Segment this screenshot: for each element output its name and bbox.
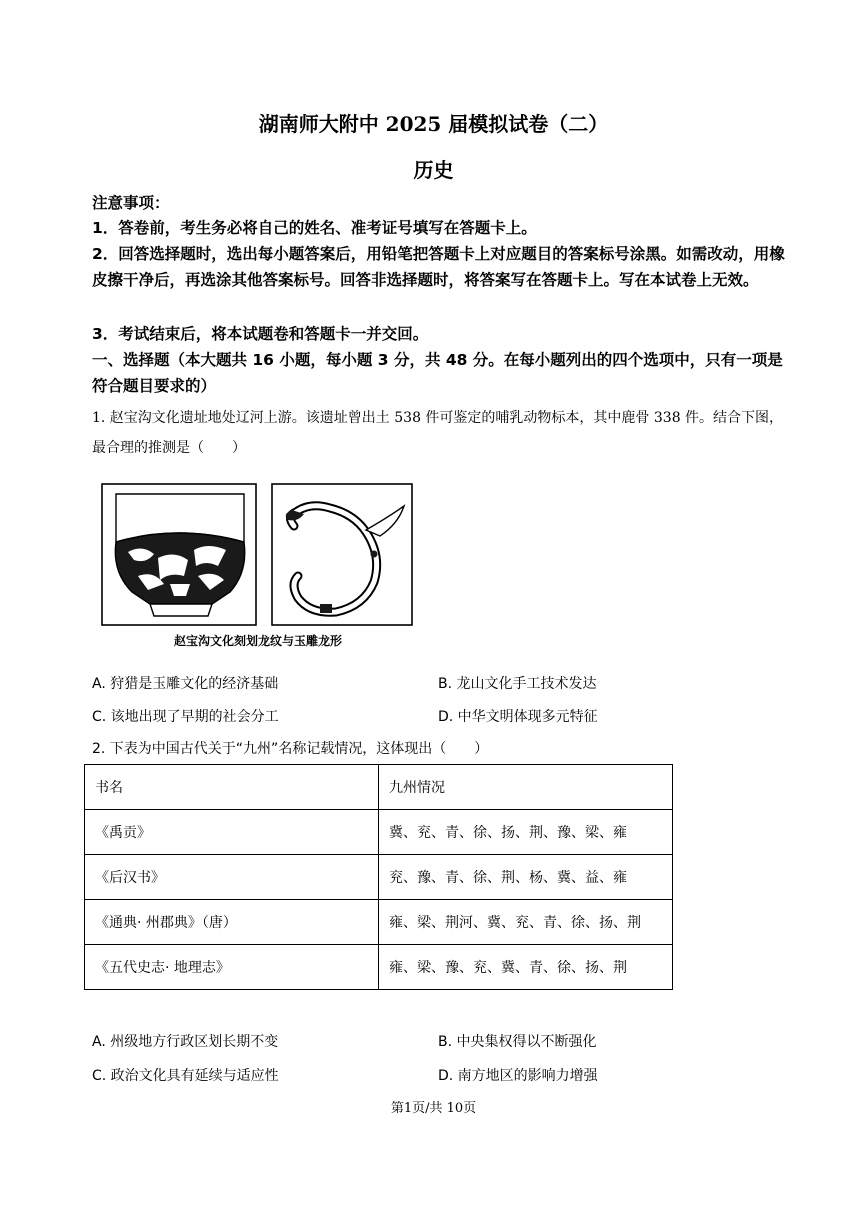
table-cell-jiuzhou: 雍、梁、荆河、冀、兖、青、徐、扬、荆 [379,900,673,945]
notice-item-2: 2．回答选择题时，选出每小题答案后，用铅笔把答题卡上对应题目的答案标号涂黑。如需改动，用橡皮擦干净后，再选涂其他答案标号。回答非选择题时，将答案写在答题卡上。写在本试卷上无效。 [92,245,785,289]
table-cell-book: 《禹贡》 [85,810,379,855]
notice-heading: 注意事项： [92,194,170,212]
table-row [85,810,673,855]
question-1-stem: 1. 赵宝沟文化遗址地处辽河上游。该遗址曾出土 538 件可鉴定的哺乳动物标本，其中鹿骨 338 件。结合下图，最合理的推测是（ ） [92,410,784,456]
table-row [85,900,673,945]
table-header-jiuzhou: 九州情况 [379,765,673,810]
table-cell-jiuzhou: 雍、梁、豫、兖、冀、青、徐、扬、荆 [379,945,673,990]
table-cell-jiuzhou: 冀、兖、青、徐、扬、荆、豫、梁、雍 [379,810,673,855]
notice-item-1: 1．答卷前，考生务必将自己的姓名、准考证号填写在答题卡上。 [92,219,537,237]
jade-dragon-image [272,484,412,625]
table-cell-book: 《通典· 州郡典》（唐） [85,900,379,945]
table-row [85,945,673,990]
table-cell-book: 《五代史志· 地理志》 [85,945,379,990]
table-row [85,855,673,900]
exam-title: 湖南师大附中 2025 届模拟试卷（二） [258,112,609,136]
q2-option-b: B. 中央集权得以不断强化 [438,1034,597,1050]
subject-title: 历史 [413,158,454,182]
q1-option-d: D. 中华文明体现多元特征 [438,709,598,725]
q2-option-a: A. 州级地方行政区划长期不变 [92,1034,279,1050]
figure-caption: 赵宝沟文化刻划龙纹与玉雕龙形 [173,634,342,648]
artifact-figure [98,480,418,655]
table-cell-book: 《后汉书》 [85,855,379,900]
q2-option-d: D. 南方地区的影响力增强 [438,1068,598,1084]
question-2-stem: 2. 下表为中国古代关于“九州”名称记载情况，这体现出（ ） [92,741,489,757]
notice-item-3: 3．考试结束后，将本试题卷和答题卡一并交回。 [92,325,429,343]
table-header-book: 书名 [85,765,379,810]
jiuzhou-table [84,764,673,990]
pottery-dragon-pattern-image [102,484,256,625]
page-footer: 第1页/共 10页 [390,1101,477,1116]
section-heading: 一、选择题（本大题共 16 小题，每小题 3 分，共 48 分。在每小题列出的四个选项中，只有一项是符合题目要求的） [92,351,783,395]
q1-option-c: C. 该地出现了早期的社会分工 [92,709,279,725]
q1-option-a: A. 狩猎是玉雕文化的经济基础 [92,676,279,692]
table-cell-jiuzhou: 兖、豫、青、徐、荆、杨、冀、益、雍 [379,855,673,900]
q1-option-b: B. 龙山文化手工技术发达 [438,676,597,692]
q2-option-c: C. 政治文化具有延续与适应性 [92,1068,279,1084]
table-header-row [85,765,673,810]
